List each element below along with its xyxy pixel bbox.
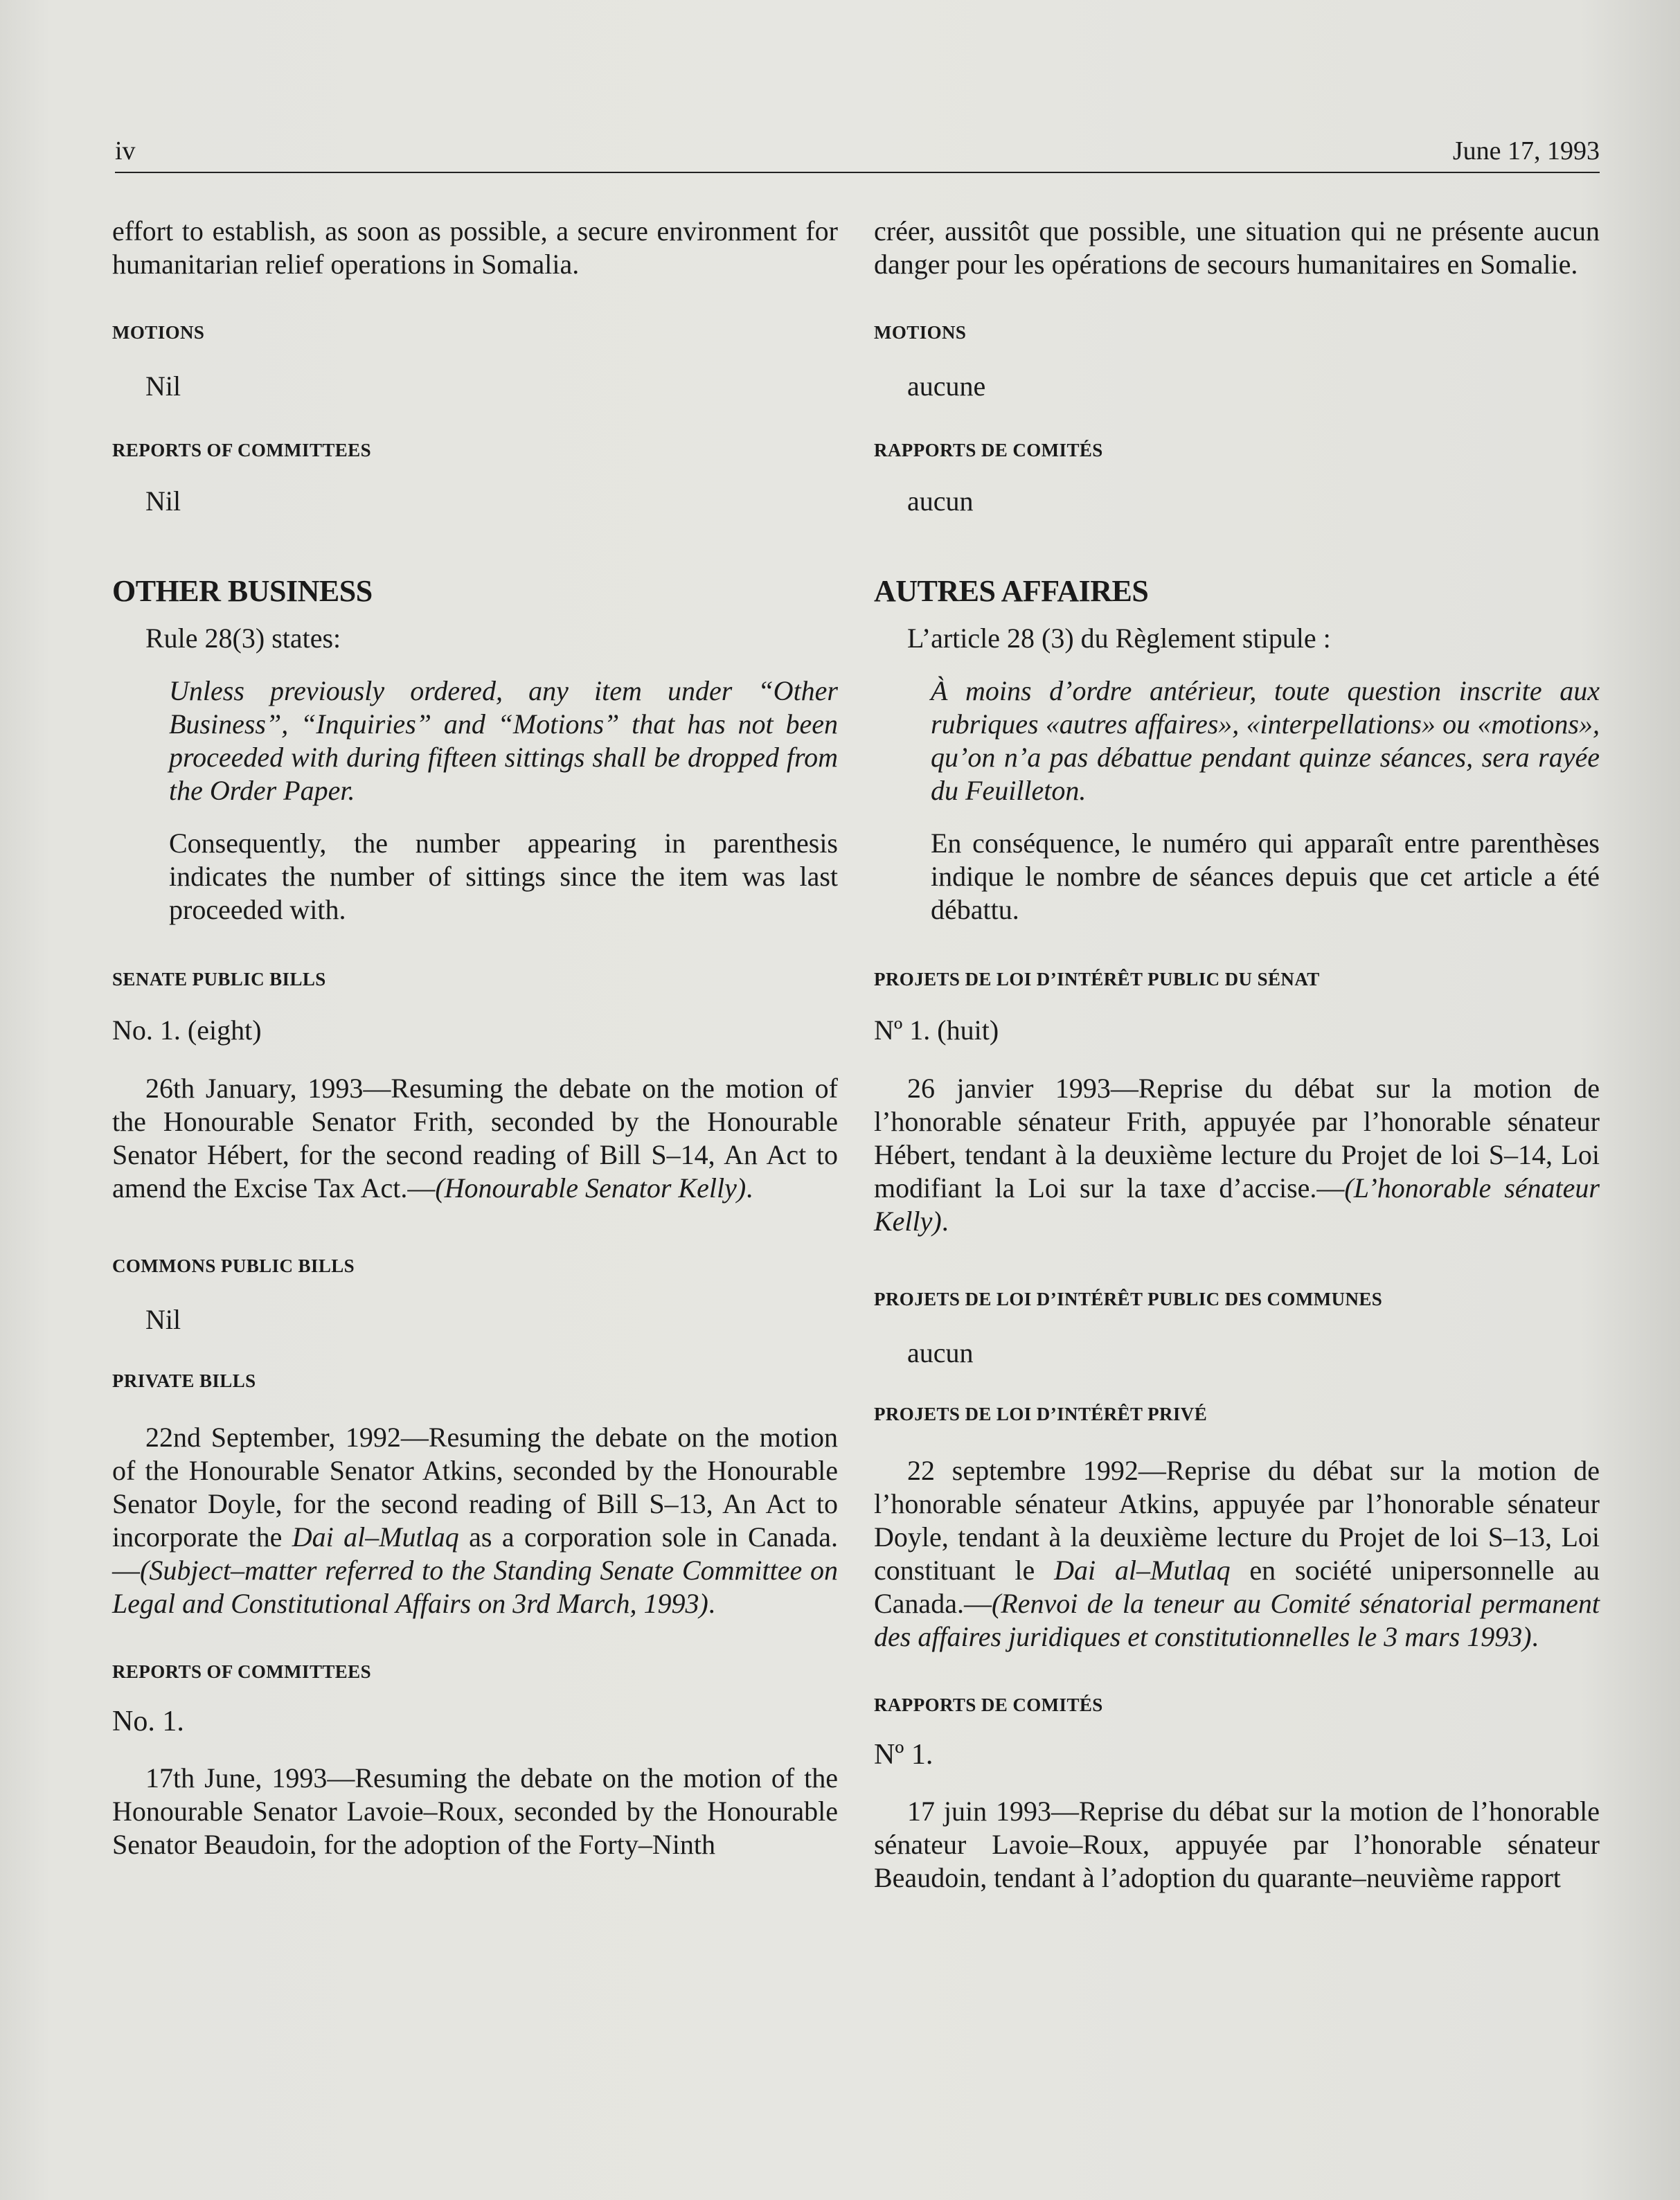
other-business-heading: OTHER BUSINESS [112,574,373,608]
senate-bills-heading: SENATE PUBLIC BILLS [112,969,326,990]
rule-intro: Rule 28(3) states: [145,623,341,654]
french-column [874,215,1600,1895]
reports2-text-fr: 17 juin 1993—Reprise du débat sur la motion de l’honorable sénateur Lavoie–Roux, appuyée par l’honorable sénateur Beaudoin, tendant à l’adoption du quarante–neuvième rapport [874,1796,1600,1893]
motions-heading-fr: MOTIONS [874,322,967,343]
reports2-number-fr: Nº 1. [874,1739,933,1771]
motions-value-fr: aucune [907,370,986,402]
commons-heading-fr: PROJETS DE LOI D’INTÉRÊT PUBLIC DES COMMUNES [874,1289,1383,1309]
senate-bill-note-fr: (L’honorable sénateur Kelly) [874,1172,1600,1237]
private-bill-text-fr [874,1454,1600,1654]
private-bills-heading-fr: PROJETS DE LOI D’INTÉRÊT PRIVÉ [874,1404,1208,1424]
reports2-text: 17th June, 1993—Resuming the debate on the motion of the Honourable Senator Lavoie–Roux, seconded by the Honourable Senator Beaudoin, for the adoption of the Forty–Ninth [112,1762,838,1860]
other-business-heading-fr: AUTRES AFFAIRES [874,574,1149,608]
private-bill-end-fr: . [1531,1621,1539,1652]
intro-paragraph: effort to establish, as soon as possible, a secure environment for humanitarian relief operations in Somalia. [112,215,838,280]
private-bill-end: . [708,1588,715,1619]
page-number: iv [115,136,136,166]
private-bill-body-a: 22nd September, 1992—Resuming the debate on the motion of the Honourable Senator Atkins, seconded by the Honourable Senator Doyle, for the second reading of Bill S–13, An Act to incorporate the [112,1422,838,1553]
commons-value: Nil [145,1304,181,1335]
reports2-heading-fr: RAPPORTS DE COMITÉS [874,1694,1103,1715]
senate-bills-heading-fr: PROJETS DE LOI D’INTÉRÊT PUBLIC DU SÉNAT [874,969,1320,990]
motions-heading: MOTIONS [112,322,205,343]
intro-paragraph-fr: créer, aussitôt que possible, une situation qui ne présente aucun danger pour les opérations de secours humanitaires en Somalie. [874,215,1600,280]
private-bill-note: (Subject–matter referred to the Standing Senate Committee on Legal and Constitutional Affairs on 3rd March, 1993) [112,1555,838,1619]
rule-quote: Unless previously ordered, any item under “Other Business”, “Inquiries” and “Motions” that has not been proceeded with during fifteen sittings shall be dropped from the Order Paper. [169,675,838,806]
english-column [112,215,838,1861]
reports2-heading: REPORTS OF COMMITTEES [112,1661,371,1682]
senate-bill-text-fr [874,1072,1600,1238]
senate-bill-body-fr: 26 janvier 1993—Reprise du débat sur la motion de l’honorable sénateur Frith, appuyée par l’honorable sénateur Hébert, tendant à la deuxième lecture du Projet de loi S–14, Loi modifiant la Loi sur la taxe d’accise.— [874,1073,1600,1204]
rule-quote-fr: À moins d’ordre antérieur, toute question inscrite aux rubriques «autres affaires», «interpellations» ou «motions», qu’on n’a pas débattue pendant quinze séances, sera rayée du Feuilleton. [931,675,1600,806]
senate-bill-body: 26th January, 1993—Resuming the debate on the motion of the Honourable Senator Frith, seconded by the Honourable Senator Hébert, for the second reading of Bill S–14, An Act to amend the Excise Tax Act.— [112,1073,838,1204]
private-bill-body-b-fr: en société unipersonnelle au Canada.— [874,1555,1600,1619]
private-bills-heading: PRIVATE BILLS [112,1370,256,1391]
consequently-paragraph-fr: En conséquence, le numéro qui apparaît entre parenthèses indique le nombre de séances depuis que cet article a été débattu. [931,828,1600,925]
reports-heading-fr: RAPPORTS DE COMITÉS [874,440,1103,460]
commons-value-fr: aucun [907,1337,974,1368]
senate-bill-number-fr: Nº 1. (huit) [874,1014,999,1046]
private-bill-body-a-fr: 22 septembre 1992—Reprise du débat sur la motion de l’honorable sénateur Atkins, appuyée par l’honorable sénateur Doyle, tendant à la deuxième lecture du Projet de loi S–13, Loi constituant le [874,1455,1600,1586]
page-header [115,136,1600,173]
senate-bill-note: (Honourable Senator Kelly) [435,1172,747,1204]
private-bill-note-fr: (Renvoi de la teneur au Comité sénatorial permanent des affaires juridiques et constitutionnelles le 3 mars 1993) [874,1588,1600,1652]
reports-value: Nil [145,485,181,517]
reports2-number: No. 1. [112,1706,184,1737]
motions-value: Nil [145,370,181,402]
senate-bill-number: No. 1. (eight) [112,1014,262,1046]
private-bill-text [112,1421,838,1620]
private-bill-name-fr: Dai al–Mutlaq [1054,1555,1231,1586]
page-date: June 17, 1993 [1452,136,1600,166]
consequently-paragraph: Consequently, the number appearing in parenthesis indicates the number of sittings since the item was last proceeded with. [169,828,838,925]
private-bill-body-b: as a corporation sole in Canada.— [112,1521,838,1586]
senate-bill-end: . [746,1172,753,1204]
reports-heading: REPORTS OF COMMITTEES [112,440,371,460]
senate-bill-text [112,1072,838,1205]
reports-value-fr: aucun [907,485,974,517]
private-bill-name: Dai al–Mutlaq [292,1521,459,1553]
senate-bill-end-fr: . [941,1206,949,1237]
commons-heading: COMMONS PUBLIC BILLS [112,1255,355,1276]
rule-intro-fr: L’article 28 (3) du Règlement stipule : [907,623,1331,654]
